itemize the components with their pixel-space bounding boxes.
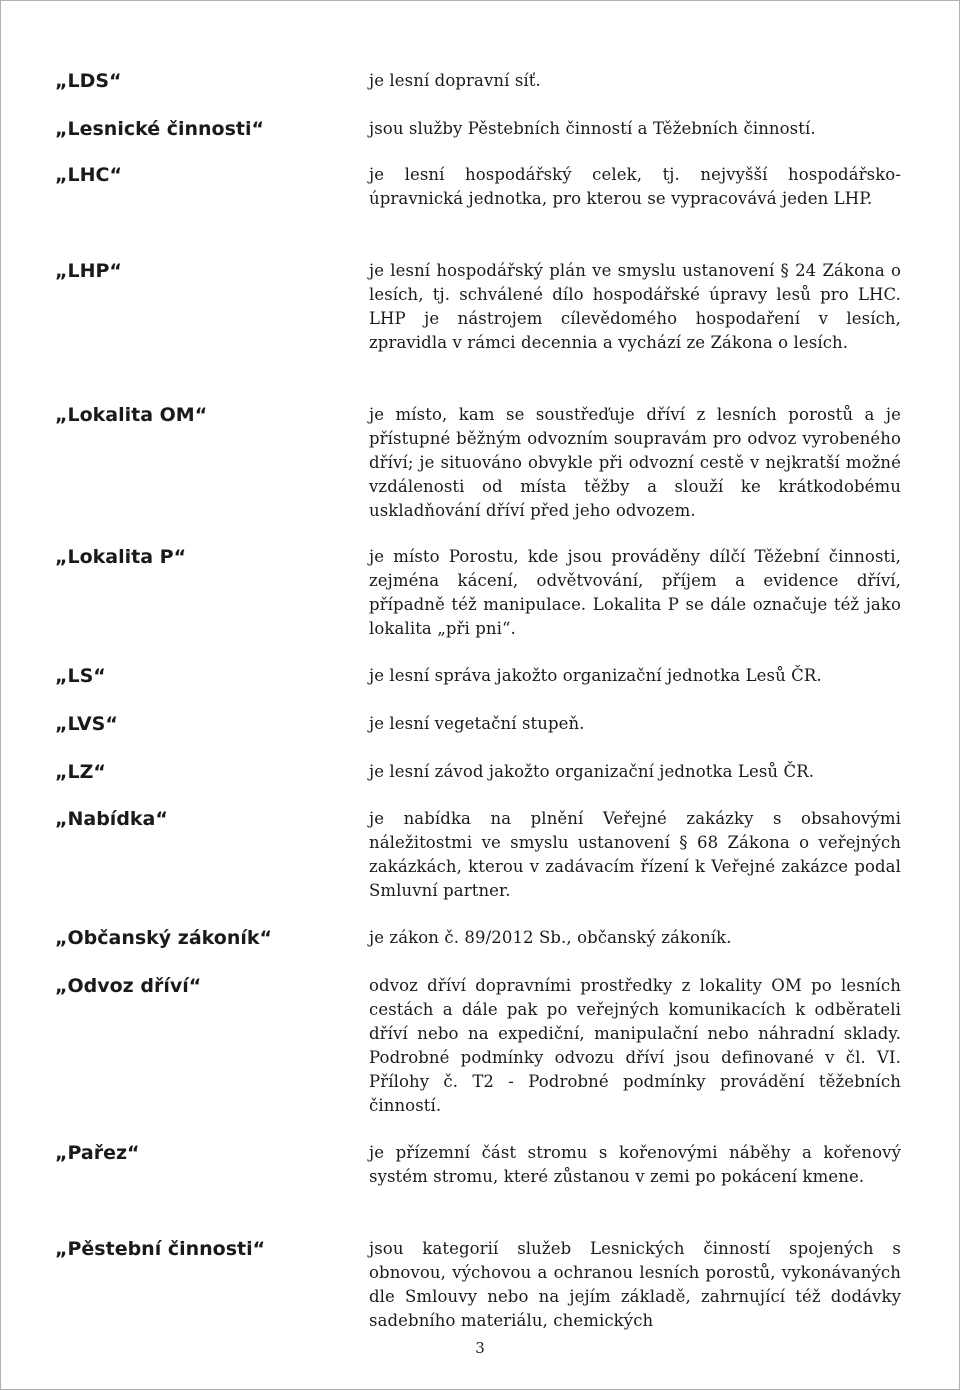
definition: je lesní dopravní síť. [369,71,541,90]
term: „Lesnické činnosti“ [55,118,264,140]
term: „LZ“ [55,761,106,783]
definition: je lesní hospodářský celek, tj. nejvyšší hospodářsko-úpravnická jednotka, pro kterou se vypracovává jeden LHP. [369,165,901,208]
definition: je zákon č. 89/2012 Sb., občanský zákoník. [369,928,732,947]
definition: jsou služby Pěstebních činností a Těžebních činností. [369,119,816,138]
term: „Lokalita P“ [55,546,187,568]
term: „Občanský zákoník“ [55,927,273,949]
definition: je místo Porostu, kde jsou prováděny dílčí Těžební činnosti, zejména kácení, odvětvování, příjem a evidence dříví, případně též manipulace. Lokalita P se dále označuje též jako lokalita „při pni“. [369,547,901,638]
definition: odvoz dříví dopravními prostředky z lokality OM po lesních cestách a dále pak po veřejných komunikacích k odběrateli dříví nebo na expediční, manipulační nebo náhradní sklady. Podrobné podmínky odvozu dříví jsou definované v čl. VI. Přílohy č. T2 - Podrobné podmínky provádění těžebních činností. [369,976,901,1115]
definition: je lesní správa jakožto organizační jednotka Lesů ČR. [369,666,822,685]
term: „LHP“ [55,260,122,282]
page-number: 3 [475,1339,485,1357]
term: „Nabídka“ [55,808,168,830]
term: „Odvoz dříví“ [55,975,202,997]
definition: je lesní závod jakožto organizační jednotka Lesů ČR. [369,762,815,781]
term: „LVS“ [55,713,118,735]
definition: je přízemní část stromu s kořenovými náběhy a kořenový systém stromu, které zůstanou v zemi po pokácení kmene. [369,1143,901,1186]
definition: je nabídka na plnění Veřejné zakázky s obsahovými náležitostmi ve smyslu ustanovení § 68 Zákona o veřejných zakázkách, kterou v zadávacím řízení k Veřejné zakázce podal Smluvní partner. [369,809,901,900]
definition: je lesní vegetační stupeň. [369,714,585,733]
term: „LS“ [55,665,106,687]
definition: jsou kategorií služeb Lesnických činností spojených s obnovou, výchovou a ochranou lesních porostů, vykonávaných dle Smlouvy nebo na jejím základě, zahrnující též dodávky sadebního materiálu, chemických [369,1239,901,1330]
term: „LDS“ [55,70,122,92]
term: „Lokalita OM“ [55,404,208,426]
definition: je místo, kam se soustřeďuje dříví z lesních porostů a je přístupné běžným odvozním soupravám pro odvoz vyrobeného dříví; je situováno obvykle při odvozní cestě v nejkratší možné vzdálenosti od místa těžby a slouží ke krátkodobému uskladňování dříví před jeho odvozem. [369,405,901,520]
term: „Pařez“ [55,1142,140,1164]
definition: je lesní hospodářský plán ve smyslu ustanovení § 24 Zákona o lesích, tj. schválené dílo hospodářské úpravy lesů pro LHC. LHP je nástrojem cílevědomého hospodaření v lesích, zpravidla v rámci decennia a vychází ze Zákona o lesích. [369,261,901,352]
term: „LHC“ [55,164,122,186]
term: „Pěstební činnosti“ [55,1238,266,1260]
